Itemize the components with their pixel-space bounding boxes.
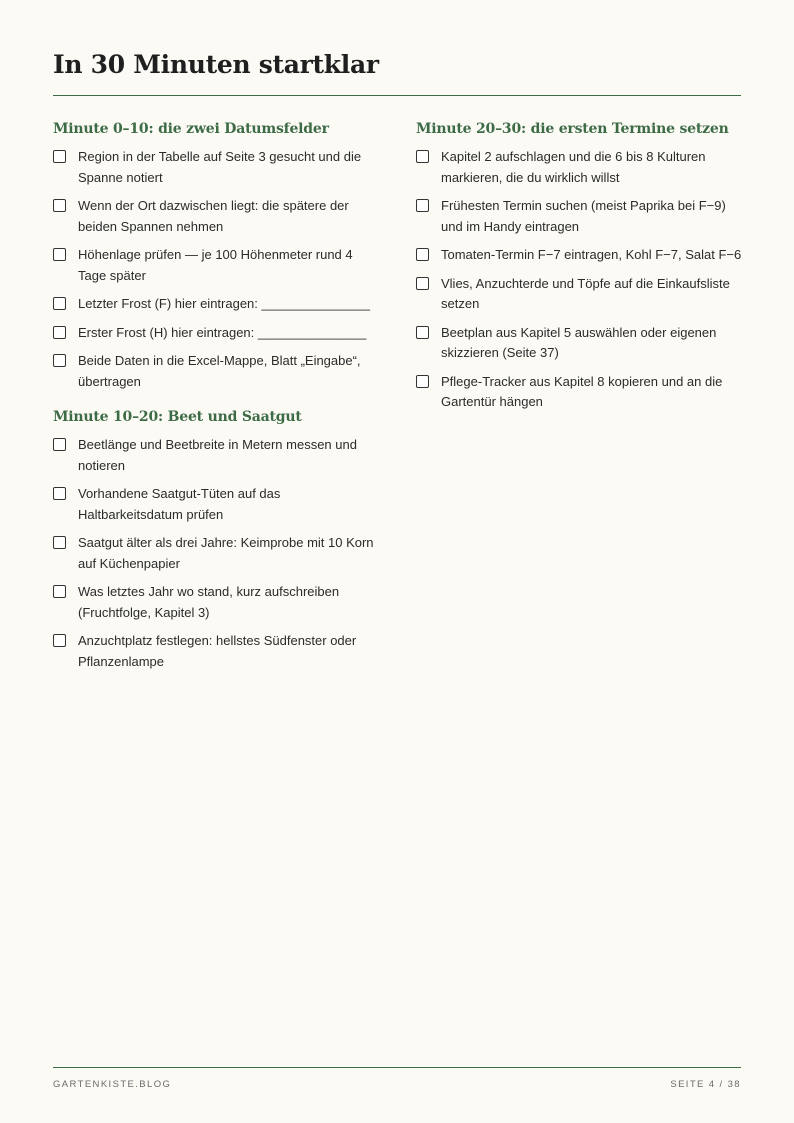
checklist-item [53,147,383,188]
checklist-item [53,196,383,237]
checklist-item-text: Saatgut älter als drei Jahre: Keimprobe mit 10 Korn auf Küchenpapier [78,535,374,571]
checklist-item-text: Region in der Tabelle auf Seite 3 gesucht und die Spanne notiert [78,149,362,185]
checklist-item-text: Vlies, Anzuchterde und Töpfe auf die Einkaufsliste setzen [441,275,730,311]
checklist-item [416,323,746,364]
checklist-item [53,245,383,286]
section-minute-10-20 [53,407,383,672]
checklist-item-text: Pflege-Tracker aus Kapitel 8 kopieren und an die Gartentür hängen [441,373,723,409]
checklist-item [53,351,383,392]
checkbox[interactable] [416,326,429,339]
checklist-item-text: Erster Frost (H) hier eintragen: _______________ [78,324,367,340]
checkbox[interactable] [53,199,66,212]
footer-page-number: SEITE 4 / 38 [670,1079,741,1090]
section-heading: Minute 0–10: die zwei Datumsfelder [53,121,329,137]
checklist-item-text: Letzter Frost (F) hier eintragen: _______________ [78,296,370,311]
section-minute-0-10 [53,119,383,392]
checklist-item [416,274,746,315]
checklist-item-text: Höhenlage prüfen — je 100 Höhenmeter rund 4 Tage später [78,247,353,283]
checklist-item [53,323,383,344]
checklist-item-text: Wenn der Ort dazwischen liegt: die spätere der beiden Spannen nehmen [78,198,349,234]
checkbox[interactable] [53,150,66,163]
checklist-item [53,631,383,672]
checklist-item-text: Beide Daten in die Excel-Mappe, Blatt „Eingabe“, übertragen [78,353,361,389]
checkbox[interactable] [53,354,66,367]
checklist-item-text: Vorhandene Saatgut-Tüten auf das Haltbarkeitsdatum prüfen [78,486,281,522]
checkbox[interactable] [53,297,66,310]
checkbox[interactable] [53,487,66,500]
checklist-item [416,196,746,237]
checkbox[interactable] [53,536,66,549]
checklist-item-text: Beetplan aus Kapitel 5 auswählen oder eigenen skizzieren (Seite 37) [441,324,717,360]
checklist-item-text: Kapitel 2 aufschlagen und die 6 bis 8 Kulturen markieren, die du wirklich willst [441,149,706,185]
checklist-item-text: Was letztes Jahr wo stand, kurz aufschreiben (Fruchtfolge, Kapitel 3) [78,584,340,620]
checklist-item-text: Tomaten-Termin F−7 eintragen, Kohl F−7, Salat F−6 [441,247,742,262]
checklist-item-text: Frühesten Termin suchen (meist Paprika bei F−9) und im Handy eintragen [441,198,726,234]
checkbox[interactable] [416,375,429,388]
checklist-item [416,372,746,413]
checkbox[interactable] [416,248,429,261]
checklist-item [53,533,383,574]
section-heading: Minute 20–30: die ersten Termine setzen [416,121,729,137]
page-title: In 30 Minuten startklar [53,50,379,79]
checkbox[interactable] [53,438,66,451]
checkbox[interactable] [416,277,429,290]
checklist-item [53,582,383,623]
checklist-item [53,294,383,315]
section-minute-20-30 [416,119,746,413]
title-divider [53,95,741,96]
section-heading: Minute 10–20: Beet und Saatgut [53,409,302,425]
footer-divider [53,1067,741,1068]
checklist-item-text: Beetlänge und Beetbreite in Metern messen und notieren [78,437,357,473]
checklist-item [53,484,383,525]
checkbox[interactable] [53,585,66,598]
right-column [416,119,746,428]
checklist-item-text: Anzuchtplatz festlegen: hellstes Südfenster oder Pflanzenlampe [78,633,357,669]
checklist-item [416,245,746,266]
checkbox[interactable] [416,199,429,212]
checklist-item [416,147,746,188]
checkbox[interactable] [53,326,66,339]
checklist-item [53,435,383,476]
checkbox[interactable] [416,150,429,163]
left-column [53,119,383,687]
checkbox[interactable] [53,634,66,647]
checkbox[interactable] [53,248,66,261]
footer-site: GARTENKISTE.BLOG [53,1079,172,1090]
